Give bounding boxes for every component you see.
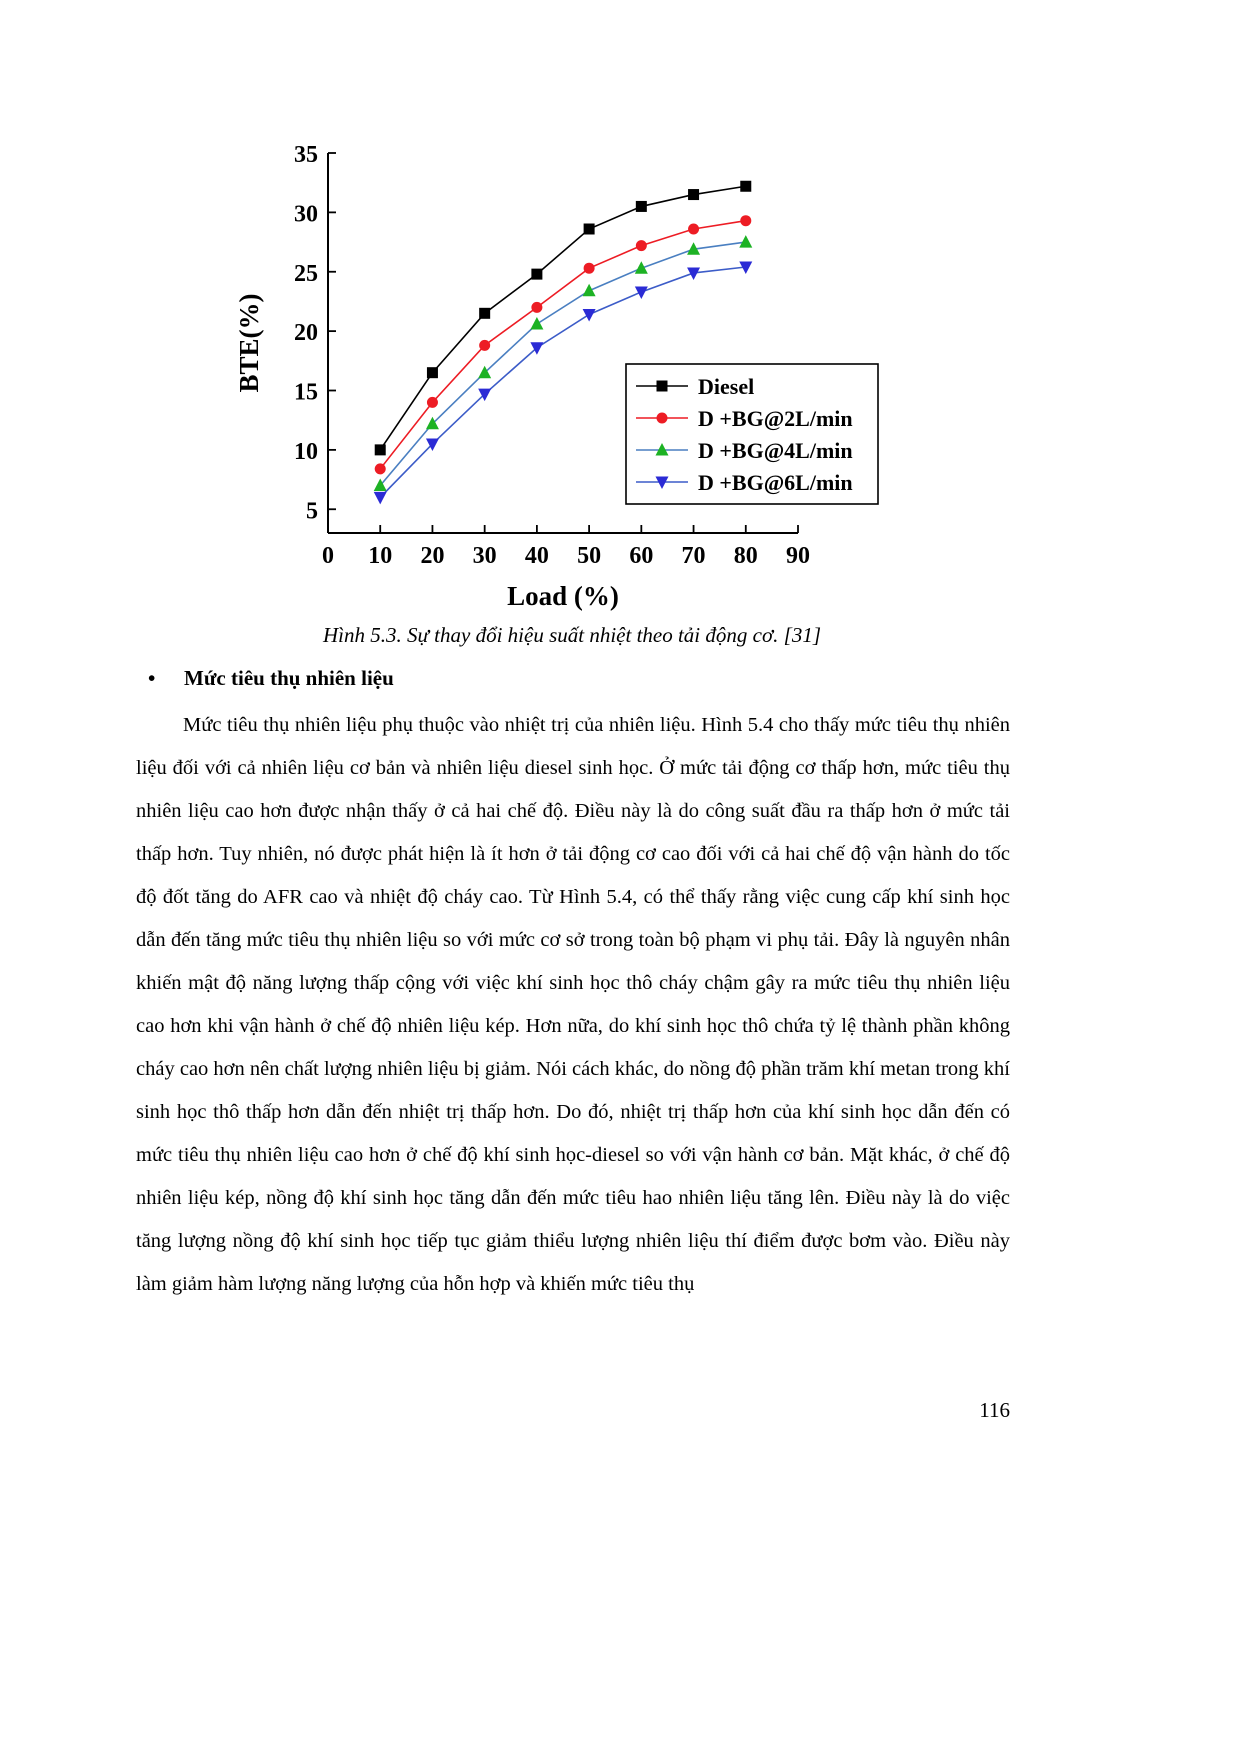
data-point [530, 317, 543, 330]
section-heading [148, 666, 1008, 691]
data-point [583, 309, 596, 322]
data-point [584, 224, 595, 235]
data-point [374, 492, 387, 505]
x-tick-label: 90 [786, 543, 810, 569]
bullet-icon: • [148, 666, 156, 690]
data-point [687, 267, 700, 280]
x-tick-label: 50 [577, 543, 602, 569]
y-tick-label: 20 [294, 320, 318, 347]
x-tick-label: 20 [420, 543, 445, 569]
y-tick-label: 30 [294, 201, 318, 228]
figure-5-3 [228, 138, 888, 643]
legend-label: Diesel [698, 374, 755, 399]
data-point [688, 189, 699, 200]
x-tick-label: 70 [681, 543, 706, 569]
data-point [657, 381, 668, 392]
data-point [635, 286, 648, 299]
data-point [375, 444, 386, 455]
data-point [427, 397, 438, 408]
data-point [479, 308, 490, 319]
legend-label: D +BG@2L/min [698, 406, 853, 431]
y-tick-label: 5 [306, 498, 318, 525]
y-axis-label: BTE(%) [234, 293, 264, 393]
data-point [636, 201, 647, 212]
x-axis-label: Load (%) [507, 581, 619, 611]
y-tick-label: 35 [294, 142, 318, 168]
data-point [740, 215, 751, 226]
data-point [427, 367, 438, 378]
x-tick-label: 30 [472, 543, 497, 569]
x-tick-label: 0 [322, 543, 334, 569]
data-point [740, 181, 751, 192]
data-point [531, 302, 542, 313]
data-point [636, 240, 647, 251]
data-point [739, 235, 752, 248]
data-point [531, 269, 542, 280]
data-point [479, 340, 490, 351]
data-point [657, 413, 668, 424]
figure-caption: Hình 5.3. Sự thay đổi hiệu suất nhiệt theo tải động cơ. [31] [322, 623, 822, 647]
x-tick-label: 40 [524, 543, 549, 569]
data-point [635, 261, 648, 274]
data-point [375, 463, 386, 474]
data-point [688, 224, 699, 235]
x-tick-label: 10 [368, 543, 393, 569]
x-tick-label: 60 [629, 543, 654, 569]
legend-label: D +BG@4L/min [698, 438, 853, 463]
section-heading-label: Mức tiêu thụ nhiên liệu [184, 666, 394, 690]
data-point [584, 263, 595, 274]
page-number: 116 [979, 1398, 1010, 1422]
legend [626, 364, 878, 504]
data-point [530, 342, 543, 355]
y-tick-label: 15 [294, 379, 318, 406]
y-tick-label: 10 [294, 438, 318, 465]
y-tick-label: 25 [294, 260, 318, 287]
body-paragraph: Mức tiêu thụ nhiên liệu phụ thuộc vào nhiệt trị của nhiên liệu. Hình 5.4 cho thấy mức tiêu thụ nhiên liệu đối với cả nhiên liệu cơ bản và nhiên liệu diesel sinh học. Ở mức tải động cơ thấp hơn, mức tiêu thụ nhiên liệu cao hơn được nhận thấy ở cả hai chế độ. Điều này là do công suất đầu ra thấp hơn ở mức tải thấp hơn. Tuy nhiên, nó được phát hiện là ít hơn ở tải động cơ cao đối với cả hai chế độ vận hành do tốc độ đốt tăng do AFR cao và nhiệt độ cháy cao. Từ Hình 5.4, có thể thấy rằng việc cung cấp khí sinh học dẫn đến tăng mức tiêu thụ nhiên liệu so với mức cơ sở trong toàn bộ phạm vi phụ tải. Đây là nguyên nhân khiến mật độ năng lượng thấp cộng với việc khí sinh học thô cháy chậm gây ra mức tiêu thụ nhiên liệu cao hơn khi vận hành ở chế độ nhiên liệu kép. Hơn nữa, do khí sinh học thô chứa tỷ lệ thành phần không cháy cao hơn nên chất lượng nhiên liệu bị giảm. Nói cách khác, do nồng độ phần trăm khí metan trong khí sinh học thô thấp hơn dẫn đến nhiệt trị thấp hơn. Do đó, nhiệt trị thấp hơn của khí sinh học dẫn đến có mức tiêu thụ nhiên liệu cao hơn ở chế độ khí sinh học-diesel so với vận hành cơ bản. Mặt khác, ở chế độ nhiên liệu kép, nồng độ khí sinh học tăng dẫn đến mức tiêu hao nhiên liệu tăng lên. Điều này là do việc tăng lượng nồng độ khí sinh học tiếp tục giảm thiểu lượng nhiên liệu thí điểm được bơm vào. Điều này làm giảm hàm lượng năng lượng của hỗn hợp và khiến mức tiêu thụ [136, 714, 1010, 1295]
x-tick-label: 80 [733, 543, 758, 569]
bte-load-chart [228, 138, 888, 638]
data-point [583, 284, 596, 297]
legend-label: D +BG@6L/min [698, 470, 853, 495]
